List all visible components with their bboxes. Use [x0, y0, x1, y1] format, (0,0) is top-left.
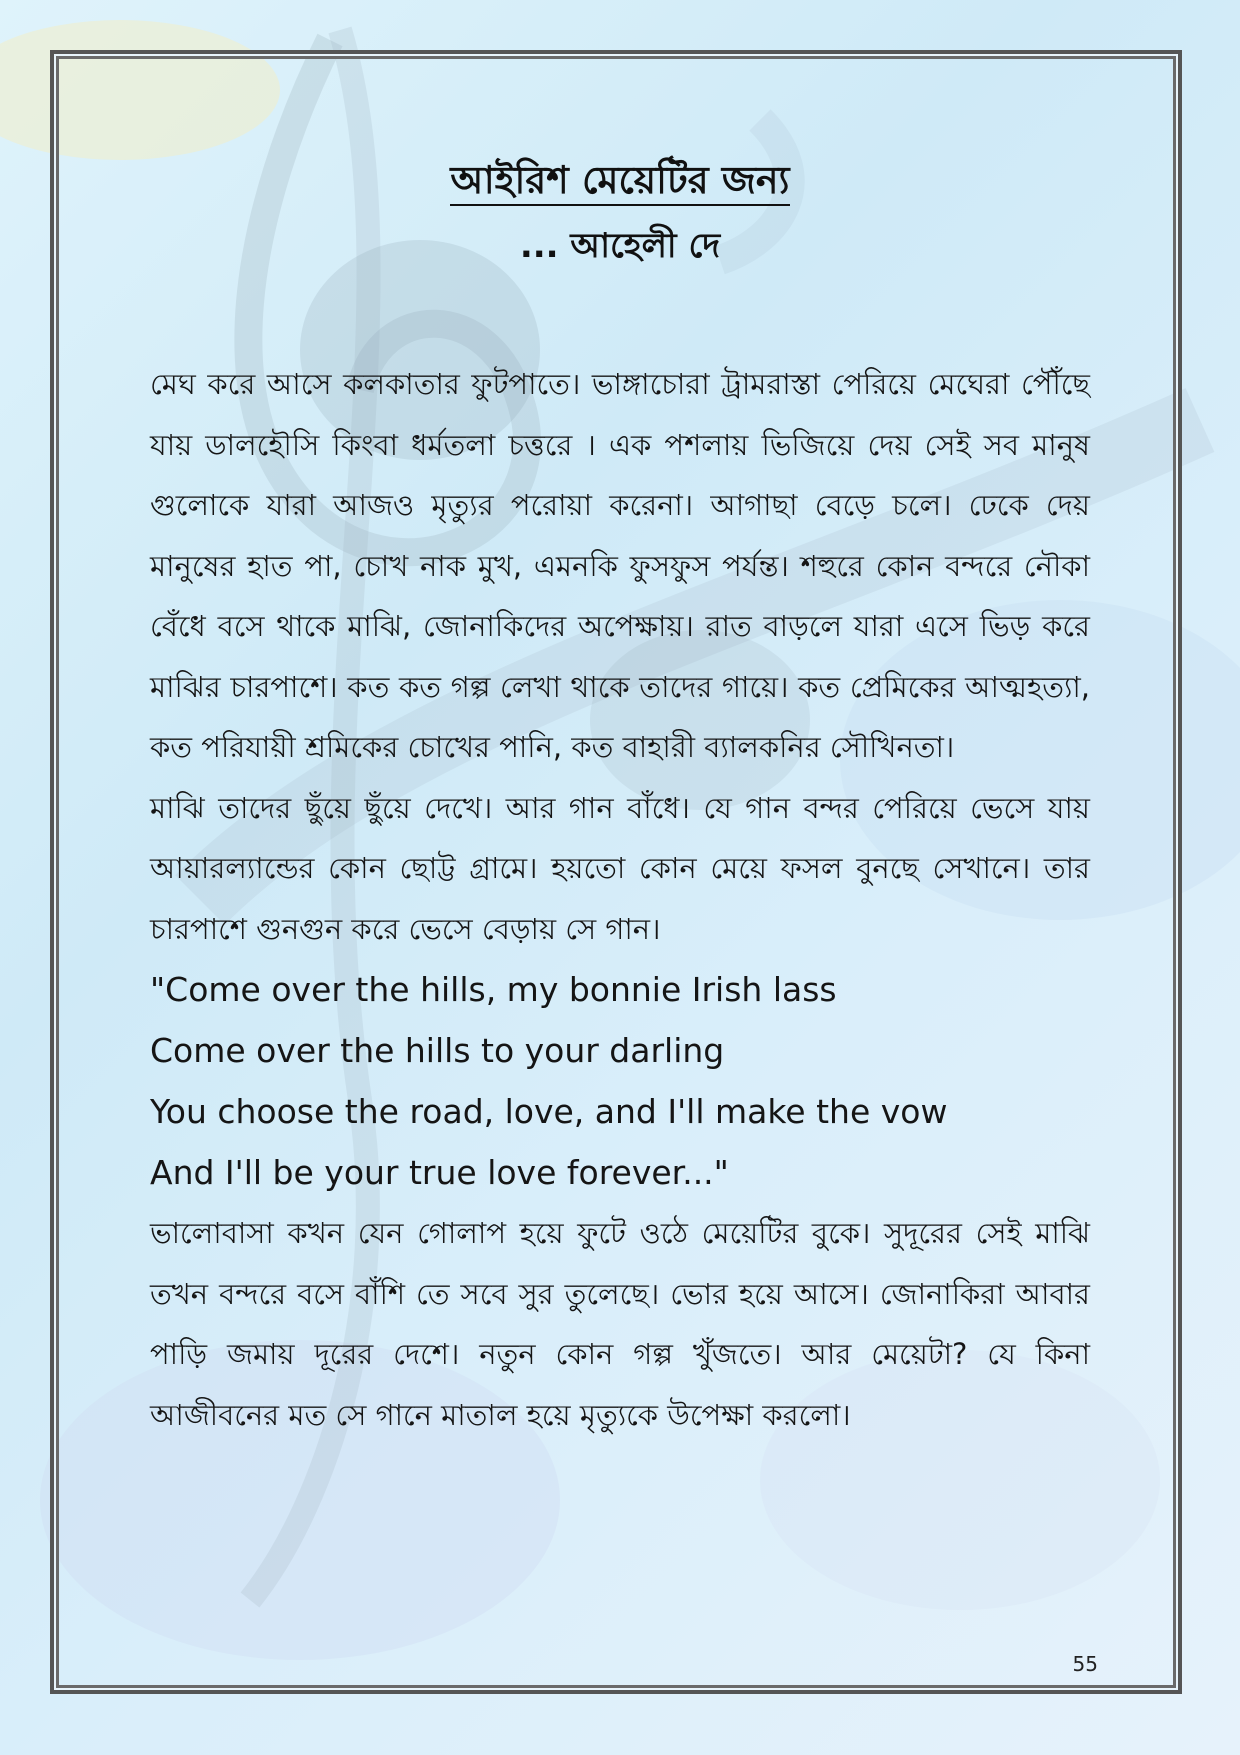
poem-line-3: You choose the road, love, and I'll make the vow [150, 1092, 948, 1131]
article-title-text: আইরিশ মেয়েটির জন্য [450, 158, 789, 206]
closing-paragraph: ভালোবাসা কখন যেন গোলাপ হয়ে ফুটে ওঠে মেয়েটির বুকে। সুদূরের সেই মাঝি তখন বন্দরে বসে বাঁশি তে সবে সুর তুলেছে। ভোর হয়ে আসে। জোনাকিরা আবার পাড়ি জমায় দূরের দেশে। নতুন কোন গল্প খুঁজতে। আর মেয়েটা? যে কিনা আজীবনের মত সে গানে মাতাল হয়ে মৃত্যুকে উপেক্ষা করলো। [150, 1216, 1090, 1432]
article-author: ... আহেলী দে [519, 226, 721, 266]
page-number: 55 [1072, 1652, 1098, 1676]
article-body [150, 150, 1090, 1445]
poem-line-2: Come over the hills to your darling [150, 1031, 725, 1070]
poem-line-4: And I'll be your true love forever..." [150, 1153, 729, 1192]
article-title [150, 150, 1090, 210]
paragraph-1: মেঘ করে আসে কলকাতার ফুটপাতে। ভাঙ্গাচোরা ট্রামরাস্তা পেরিয়ে মেঘেরা পৌঁছে যায় ডালহৌসি কিংবা ধর্মতলা চত্তরে । এক পশলায় ভিজিয়ে দেয় সেই সব মানুষ গুলোকে যারা আজও মৃত্যুর পরোয়া করেনা। আগাছা বেড়ে চলে। ঢেকে দেয় মানুষের হাত পা, চোখ নাক মুখ, এমনকি ফুসফুস পর্যন্ত। শহুরে কোন বন্দরে নৌকা বেঁধে বসে থাকে মাঝি, জোনাকিদের অপেক্ষায়। রাত বাড়লে যারা এসে ভিড় করে মাঝির চারপাশে। কত কত গল্প লেখা থাকে তাদের গায়ে। কত প্রেমিকের আত্মহত্যা, কত পরিযায়ী শ্রমিকের চোখের পানি, কত বাহারী ব্যালকনির সৌখিনতা। [150, 367, 1090, 764]
poem-line-1: "Come over the hills, my bonnie Irish lass [150, 970, 837, 1009]
paragraph-2: মাঝি তাদের ছুঁয়ে ছুঁয়ে দেখে। আর গান বাঁধে। যে গান বন্দর পেরিয়ে ভেসে যায় আয়ারল্যান্ডের কোন ছোট্ট গ্রামে। হয়তো কোন মেয়ে ফসল বুনছে সেখানে। তার চারপাশে গুনগুন করে ভেসে বেড়ায় সে গান। [150, 790, 1090, 946]
